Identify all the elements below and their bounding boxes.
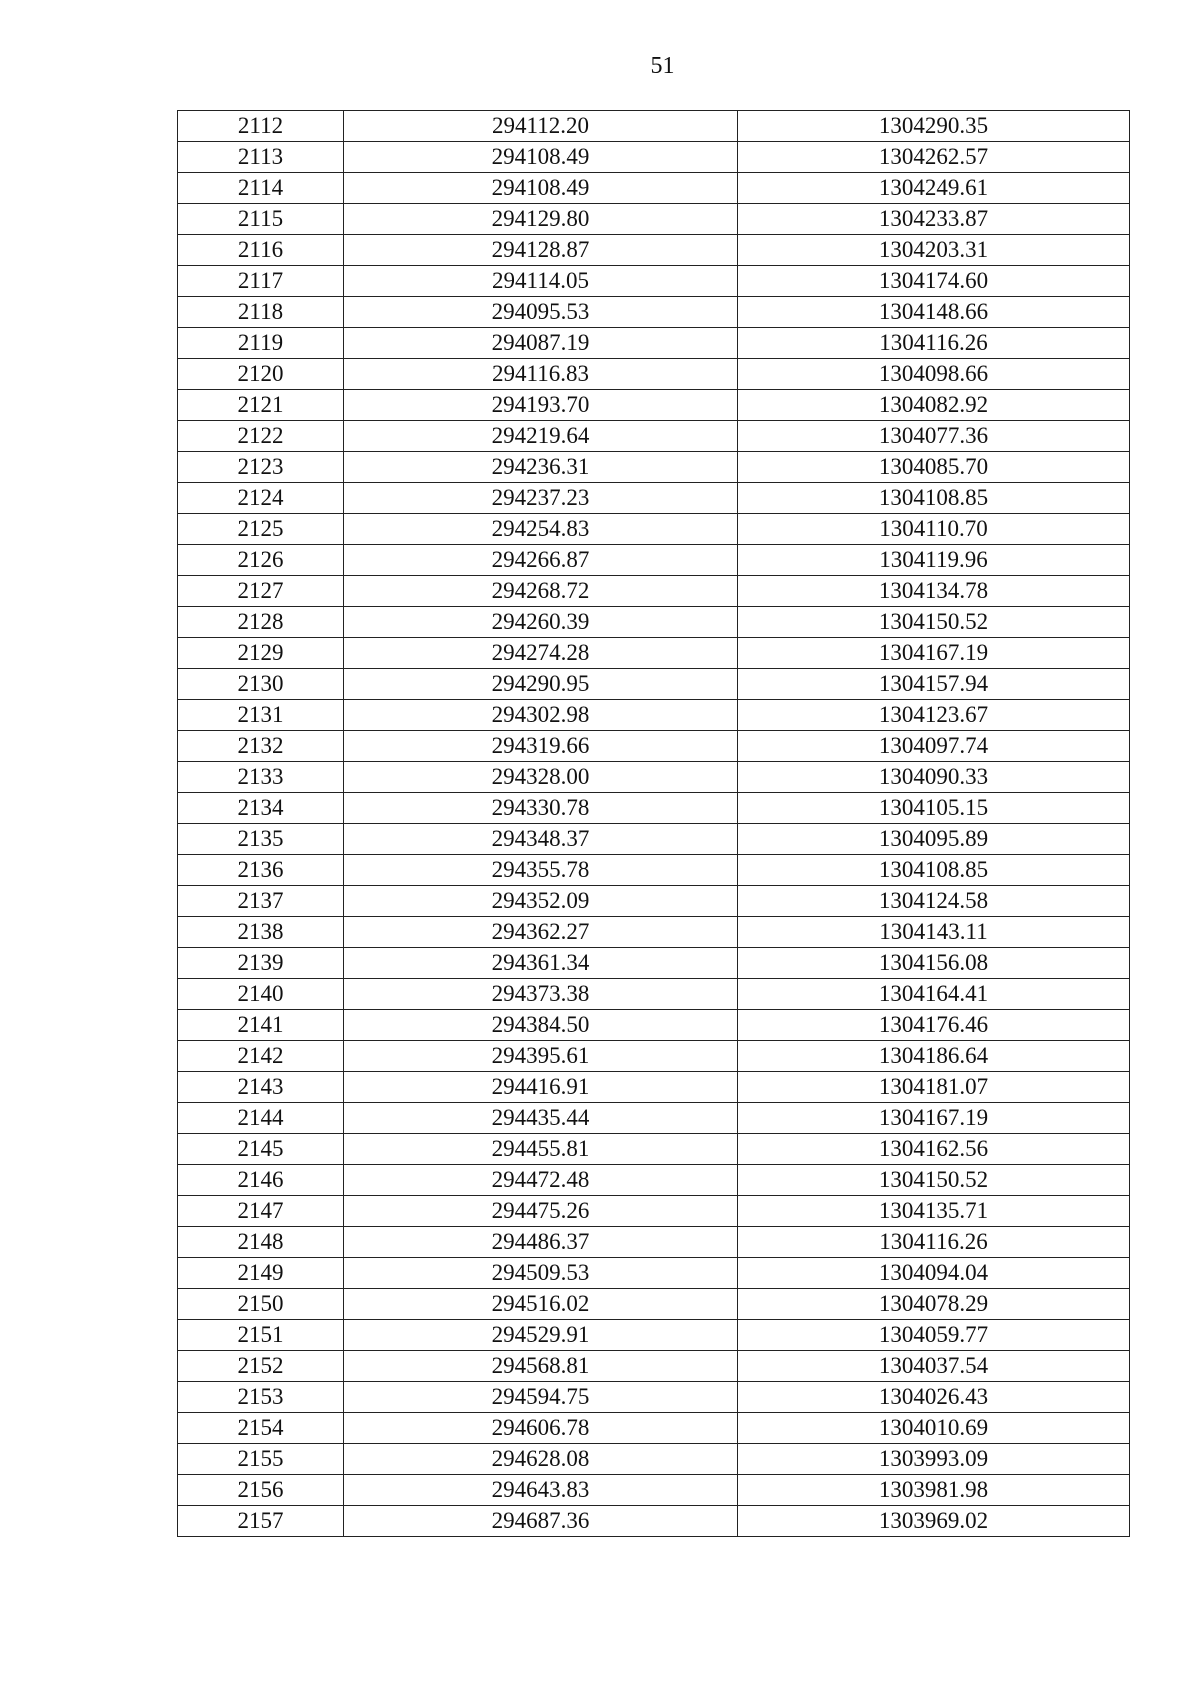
y-coordinate-cell: 1304037.54 — [738, 1351, 1130, 1382]
table-row — [178, 1134, 1130, 1165]
point-number-cell: 2112 — [178, 111, 344, 142]
x-coordinate-cell: 294114.05 — [344, 266, 738, 297]
point-number-cell: 2154 — [178, 1413, 344, 1444]
y-coordinate-cell: 1304105.15 — [738, 793, 1130, 824]
y-coordinate-cell: 1304026.43 — [738, 1382, 1130, 1413]
y-coordinate-cell: 1304010.69 — [738, 1413, 1130, 1444]
table-row — [178, 1444, 1130, 1475]
x-coordinate-cell: 294128.87 — [344, 235, 738, 266]
point-number-cell: 2137 — [178, 886, 344, 917]
point-number-cell: 2157 — [178, 1506, 344, 1537]
table-row — [178, 1258, 1130, 1289]
x-coordinate-cell: 294362.27 — [344, 917, 738, 948]
table-row — [178, 297, 1130, 328]
x-coordinate-cell: 294302.98 — [344, 700, 738, 731]
y-coordinate-cell: 1304098.66 — [738, 359, 1130, 390]
x-coordinate-cell: 294268.72 — [344, 576, 738, 607]
table-row — [178, 204, 1130, 235]
point-number-cell: 2122 — [178, 421, 344, 452]
y-coordinate-cell: 1304078.29 — [738, 1289, 1130, 1320]
point-number-cell: 2131 — [178, 700, 344, 731]
x-coordinate-cell: 294254.83 — [344, 514, 738, 545]
x-coordinate-cell: 294355.78 — [344, 855, 738, 886]
point-number-cell: 2144 — [178, 1103, 344, 1134]
y-coordinate-cell: 1304116.26 — [738, 1227, 1130, 1258]
point-number-cell: 2155 — [178, 1444, 344, 1475]
point-number-cell: 2126 — [178, 545, 344, 576]
x-coordinate-cell: 294193.70 — [344, 390, 738, 421]
table-row — [178, 173, 1130, 204]
y-coordinate-cell: 1304233.87 — [738, 204, 1130, 235]
y-coordinate-cell: 1304150.52 — [738, 1165, 1130, 1196]
table-row — [178, 1196, 1130, 1227]
table-row — [178, 266, 1130, 297]
table-row — [178, 1289, 1130, 1320]
point-number-cell: 2124 — [178, 483, 344, 514]
point-number-cell: 2145 — [178, 1134, 344, 1165]
y-coordinate-cell: 1304094.04 — [738, 1258, 1130, 1289]
point-number-cell: 2125 — [178, 514, 344, 545]
x-coordinate-cell: 294516.02 — [344, 1289, 738, 1320]
point-number-cell: 2119 — [178, 328, 344, 359]
page-number: 51 — [650, 53, 675, 79]
x-coordinate-cell: 294108.49 — [344, 142, 738, 173]
table-row — [178, 545, 1130, 576]
x-coordinate-cell: 294643.83 — [344, 1475, 738, 1506]
y-coordinate-cell: 1304124.58 — [738, 886, 1130, 917]
x-coordinate-cell: 294416.91 — [344, 1072, 738, 1103]
table-row — [178, 731, 1130, 762]
y-coordinate-cell: 1304174.60 — [738, 266, 1130, 297]
table-row — [178, 142, 1130, 173]
x-coordinate-cell: 294529.91 — [344, 1320, 738, 1351]
table-row — [178, 514, 1130, 545]
x-coordinate-cell: 294348.37 — [344, 824, 738, 855]
y-coordinate-cell: 1304249.61 — [738, 173, 1130, 204]
point-number-cell: 2128 — [178, 607, 344, 638]
table-row — [178, 607, 1130, 638]
point-number-cell: 2156 — [178, 1475, 344, 1506]
y-coordinate-cell: 1304119.96 — [738, 545, 1130, 576]
x-coordinate-cell: 294328.00 — [344, 762, 738, 793]
x-coordinate-cell: 294395.61 — [344, 1041, 738, 1072]
point-number-cell: 2138 — [178, 917, 344, 948]
table-row — [178, 1506, 1130, 1537]
table-row — [178, 1165, 1130, 1196]
table-row — [178, 328, 1130, 359]
table-row — [178, 1382, 1130, 1413]
table-row — [178, 886, 1130, 917]
table-row — [178, 762, 1130, 793]
point-number-cell: 2148 — [178, 1227, 344, 1258]
table-row — [178, 979, 1130, 1010]
table-row — [178, 917, 1130, 948]
point-number-cell: 2143 — [178, 1072, 344, 1103]
x-coordinate-cell: 294384.50 — [344, 1010, 738, 1041]
x-coordinate-cell: 294606.78 — [344, 1413, 738, 1444]
table-row — [178, 793, 1130, 824]
x-coordinate-cell: 294236.31 — [344, 452, 738, 483]
y-coordinate-cell: 1304097.74 — [738, 731, 1130, 762]
point-number-cell: 2152 — [178, 1351, 344, 1382]
point-number-cell: 2130 — [178, 669, 344, 700]
y-coordinate-cell: 1304164.41 — [738, 979, 1130, 1010]
y-coordinate-cell: 1304082.92 — [738, 390, 1130, 421]
table-row — [178, 359, 1130, 390]
x-coordinate-cell: 294112.20 — [344, 111, 738, 142]
table-row — [178, 421, 1130, 452]
point-number-cell: 2127 — [178, 576, 344, 607]
point-number-cell: 2133 — [178, 762, 344, 793]
y-coordinate-cell: 1304143.11 — [738, 917, 1130, 948]
x-coordinate-cell: 294687.36 — [344, 1506, 738, 1537]
y-coordinate-cell: 1304148.66 — [738, 297, 1130, 328]
point-number-cell: 2149 — [178, 1258, 344, 1289]
coordinate-table — [177, 110, 1130, 1537]
point-number-cell: 2134 — [178, 793, 344, 824]
x-coordinate-cell: 294486.37 — [344, 1227, 738, 1258]
table-row — [178, 390, 1130, 421]
point-number-cell: 2129 — [178, 638, 344, 669]
y-coordinate-cell: 1304167.19 — [738, 638, 1130, 669]
table-row — [178, 1227, 1130, 1258]
y-coordinate-cell: 1304262.57 — [738, 142, 1130, 173]
x-coordinate-cell: 294095.53 — [344, 297, 738, 328]
point-number-cell: 2132 — [178, 731, 344, 762]
point-number-cell: 2120 — [178, 359, 344, 390]
x-coordinate-cell: 294266.87 — [344, 545, 738, 576]
table-row — [178, 576, 1130, 607]
y-coordinate-cell: 1303969.02 — [738, 1506, 1130, 1537]
point-number-cell: 2118 — [178, 297, 344, 328]
x-coordinate-cell: 294361.34 — [344, 948, 738, 979]
x-coordinate-cell: 294472.48 — [344, 1165, 738, 1196]
y-coordinate-cell: 1304085.70 — [738, 452, 1130, 483]
table-row — [178, 1103, 1130, 1134]
x-coordinate-cell: 294290.95 — [344, 669, 738, 700]
table-row — [178, 235, 1130, 266]
x-coordinate-cell: 294108.49 — [344, 173, 738, 204]
y-coordinate-cell: 1304116.26 — [738, 328, 1130, 359]
x-coordinate-cell: 294435.44 — [344, 1103, 738, 1134]
table-row — [178, 948, 1130, 979]
point-number-cell: 2113 — [178, 142, 344, 173]
x-coordinate-cell: 294087.19 — [344, 328, 738, 359]
table-row — [178, 824, 1130, 855]
x-coordinate-cell: 294260.39 — [344, 607, 738, 638]
y-coordinate-cell: 1304134.78 — [738, 576, 1130, 607]
point-number-cell: 2140 — [178, 979, 344, 1010]
point-number-cell: 2139 — [178, 948, 344, 979]
y-coordinate-cell: 1304290.35 — [738, 111, 1130, 142]
y-coordinate-cell: 1304150.52 — [738, 607, 1130, 638]
x-coordinate-cell: 294274.28 — [344, 638, 738, 669]
y-coordinate-cell: 1304156.08 — [738, 948, 1130, 979]
y-coordinate-cell: 1304059.77 — [738, 1320, 1130, 1351]
point-number-cell: 2114 — [178, 173, 344, 204]
point-number-cell: 2117 — [178, 266, 344, 297]
y-coordinate-cell: 1304123.67 — [738, 700, 1130, 731]
table-row — [178, 111, 1130, 142]
x-coordinate-cell: 294116.83 — [344, 359, 738, 390]
y-coordinate-cell: 1303993.09 — [738, 1444, 1130, 1475]
point-number-cell: 2116 — [178, 235, 344, 266]
table-row — [178, 1010, 1130, 1041]
table-row — [178, 1351, 1130, 1382]
point-number-cell: 2146 — [178, 1165, 344, 1196]
y-coordinate-cell: 1304108.85 — [738, 855, 1130, 886]
table-row — [178, 452, 1130, 483]
x-coordinate-cell: 294330.78 — [344, 793, 738, 824]
x-coordinate-cell: 294568.81 — [344, 1351, 738, 1382]
y-coordinate-cell: 1304077.36 — [738, 421, 1130, 452]
y-coordinate-cell: 1303981.98 — [738, 1475, 1130, 1506]
point-number-cell: 2150 — [178, 1289, 344, 1320]
x-coordinate-cell: 294475.26 — [344, 1196, 738, 1227]
x-coordinate-cell: 294628.08 — [344, 1444, 738, 1475]
x-coordinate-cell: 294319.66 — [344, 731, 738, 762]
point-number-cell: 2136 — [178, 855, 344, 886]
y-coordinate-cell: 1304176.46 — [738, 1010, 1130, 1041]
coordinate-table-body — [178, 111, 1130, 1537]
table-row — [178, 855, 1130, 886]
point-number-cell: 2141 — [178, 1010, 344, 1041]
y-coordinate-cell: 1304095.89 — [738, 824, 1130, 855]
point-number-cell: 2142 — [178, 1041, 344, 1072]
point-number-cell: 2151 — [178, 1320, 344, 1351]
table-row — [178, 700, 1130, 731]
y-coordinate-cell: 1304108.85 — [738, 483, 1130, 514]
point-number-cell: 2147 — [178, 1196, 344, 1227]
point-number-cell: 2135 — [178, 824, 344, 855]
y-coordinate-cell: 1304167.19 — [738, 1103, 1130, 1134]
x-coordinate-cell: 294237.23 — [344, 483, 738, 514]
y-coordinate-cell: 1304186.64 — [738, 1041, 1130, 1072]
x-coordinate-cell: 294455.81 — [344, 1134, 738, 1165]
table-row — [178, 1041, 1130, 1072]
x-coordinate-cell: 294352.09 — [344, 886, 738, 917]
x-coordinate-cell: 294373.38 — [344, 979, 738, 1010]
x-coordinate-cell: 294594.75 — [344, 1382, 738, 1413]
point-number-cell: 2123 — [178, 452, 344, 483]
table-row — [178, 1320, 1130, 1351]
x-coordinate-cell: 294129.80 — [344, 204, 738, 235]
y-coordinate-cell: 1304090.33 — [738, 762, 1130, 793]
table-row — [178, 1475, 1130, 1506]
y-coordinate-cell: 1304135.71 — [738, 1196, 1130, 1227]
table-row — [178, 669, 1130, 700]
y-coordinate-cell: 1304157.94 — [738, 669, 1130, 700]
table-row — [178, 1072, 1130, 1103]
table-row — [178, 1413, 1130, 1444]
table-row — [178, 638, 1130, 669]
y-coordinate-cell: 1304203.31 — [738, 235, 1130, 266]
x-coordinate-cell: 294509.53 — [344, 1258, 738, 1289]
point-number-cell: 2153 — [178, 1382, 344, 1413]
point-number-cell: 2115 — [178, 204, 344, 235]
point-number-cell: 2121 — [178, 390, 344, 421]
y-coordinate-cell: 1304181.07 — [738, 1072, 1130, 1103]
y-coordinate-cell: 1304110.70 — [738, 514, 1130, 545]
table-row — [178, 483, 1130, 514]
x-coordinate-cell: 294219.64 — [344, 421, 738, 452]
y-coordinate-cell: 1304162.56 — [738, 1134, 1130, 1165]
